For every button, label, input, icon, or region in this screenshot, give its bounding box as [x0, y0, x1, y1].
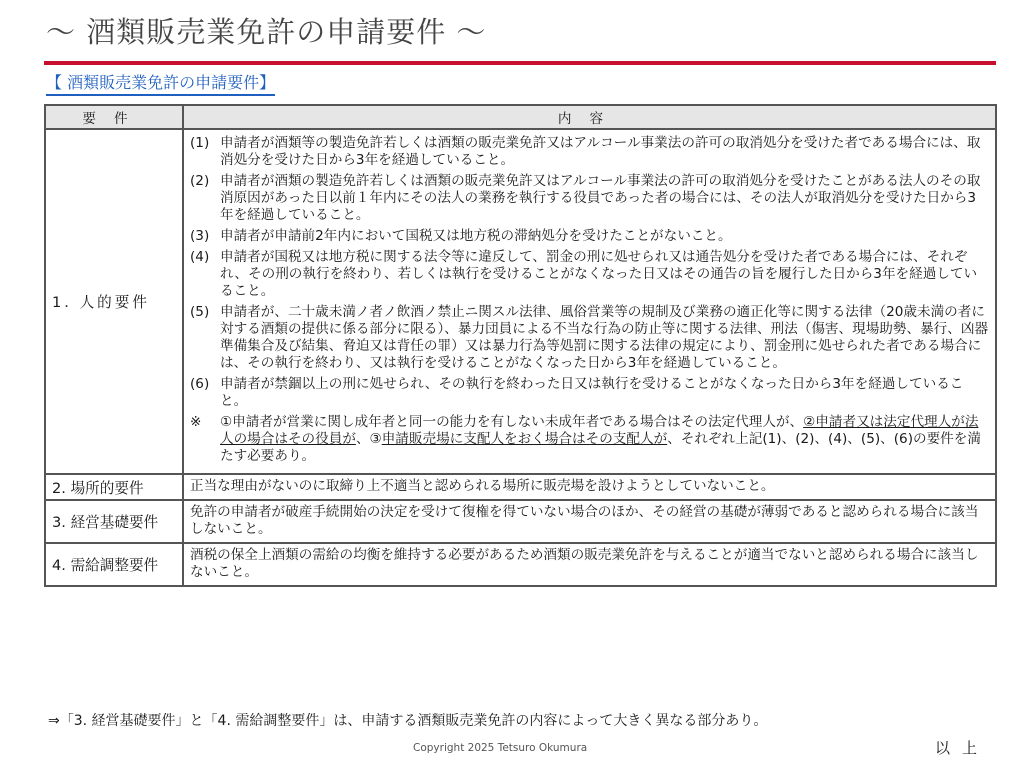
item-text: 申請者が、二十歳未満ノ者ノ飲酒ノ禁止ニ関スル法律、風俗営業等の規制及び業務の適正化等に関する法律（20歳未満の者に対する酒類の提供に係る部分に限る）、暴力団員による不当な行為の防止等に関する法律、刑法（傷害、現場助勢、暴行、凶器準備集合及び結集、脅迫又は背任の罪）又は暴力行為等処罰に関する法律の規定により、罰金刑に処せられた者である場合には、その執行を終わり、又は執行を受けることがなくなった日から3年を経過していること。	[220, 304, 989, 371]
note-part-2: ②申請者又は法定代理人が法人の場合はその役員が	[220, 414, 979, 447]
table-header-row	[45, 105, 996, 129]
category-supply-demand: 4. 需給調整要件	[45, 543, 183, 586]
list-item	[190, 304, 989, 372]
table-row	[45, 543, 996, 586]
business-foundation-content: 免許の申請者が破産手続開始の決定を受けて復権を得ていない場合のほか、その経営の基礎が薄弱であると認められる場合に該当しないこと。	[183, 500, 996, 543]
list-item	[190, 249, 989, 300]
list-item	[190, 135, 989, 169]
note-text	[220, 414, 989, 465]
personal-requirements-content	[183, 129, 996, 474]
note-part-1: ①申請者が営業に関し成年者と同一の能力を有しない未成年者である場合はその法定代理人が、	[220, 414, 804, 430]
item-text: 申請者が禁錮以上の刑に処せられ、その執行を終わった日又は執行を受けることがなくなった日から3年を経過していること。	[220, 376, 964, 409]
item-number: (3)	[190, 228, 210, 244]
title-divider	[44, 61, 996, 65]
table-row	[45, 129, 996, 474]
item-text: 申請者が申請前2年内において国税又は地方税の滞納処分を受けたことがないこと。	[220, 228, 732, 244]
requirements-table	[44, 104, 997, 587]
note-part-4: 申請販売場に支配人をおく場合はその支配人が	[381, 431, 668, 447]
copyright: Copyright 2025 Tetsuro Okumura	[413, 742, 588, 754]
table-row	[45, 474, 996, 500]
list-item	[190, 173, 989, 224]
item-text: 申請者が国税又は地方税に関する法令等に違反して、罰金の刑に処せられ又は通告処分を受けた者である場合には、それぞれ、その刑の執行を終わり、若しくは執行を受けることがなくなった日又はその通告の旨を履行した日から3年を経過していること。	[220, 249, 978, 299]
category-location: 2. 場所的要件	[45, 474, 183, 500]
footnote: ⇒「3. 経営基礎要件」と「4. 需給調整要件」は、申請する酒類販売業免許の内容によって大きく異なる部分あり。	[48, 713, 768, 729]
note-mark: ※	[190, 414, 202, 430]
location-requirement-content: 正当な理由がないのに取締り上不適当と認められる場所に販売場を設けようとしていないこと。	[183, 474, 996, 500]
section-heading: 【 酒類販売業免許の申請要件】	[46, 70, 275, 96]
category-business-foundation: 3. 経営基礎要件	[45, 500, 183, 543]
supply-demand-content: 酒税の保全上酒類の需給の均衡を維持する必要があるため酒類の販売業免許を与えることが適当でないと認められる場合に該当しないこと。	[183, 543, 996, 586]
list-item	[190, 228, 989, 245]
table-row	[45, 500, 996, 543]
item-number: (1)	[190, 135, 210, 151]
item-text: 申請者が酒類等の製造免許若しくは酒類の販売業免許又はアルコール事業法の許可の取消処分を受けた者である場合には、取消処分を受けた日から3年を経過していること。	[220, 135, 981, 168]
item-text: 申請者が酒類の製造免許若しくは酒類の販売業免許又はアルコール事業法の許可の取消処分を受けたことがある法人のその取消原因があった日以前１年内にその法人の業務を執行する役員であった者の場合には、その法人が取消処分を受けた日から3年を経過していること。	[220, 173, 981, 223]
end-mark: 以上	[935, 739, 990, 757]
item-number: (6)	[190, 376, 210, 392]
note-part-5: 、それぞれ上記(1)、(2)、(4)、(5)、(6)の要件を満たす必要あり。	[220, 431, 981, 464]
header-content: 内容	[183, 105, 996, 129]
note-part-3: 、③	[355, 431, 382, 447]
item-number: (5)	[190, 304, 210, 320]
header-requirement: 要件	[45, 105, 183, 129]
item-number: (2)	[190, 173, 210, 189]
item-number: (4)	[190, 249, 210, 265]
list-item	[190, 376, 989, 410]
page-title: 〜 酒類販売業免許の申請要件 〜	[46, 15, 487, 49]
category-personal: 1. 人的要件	[45, 129, 183, 474]
note-item	[190, 414, 989, 465]
